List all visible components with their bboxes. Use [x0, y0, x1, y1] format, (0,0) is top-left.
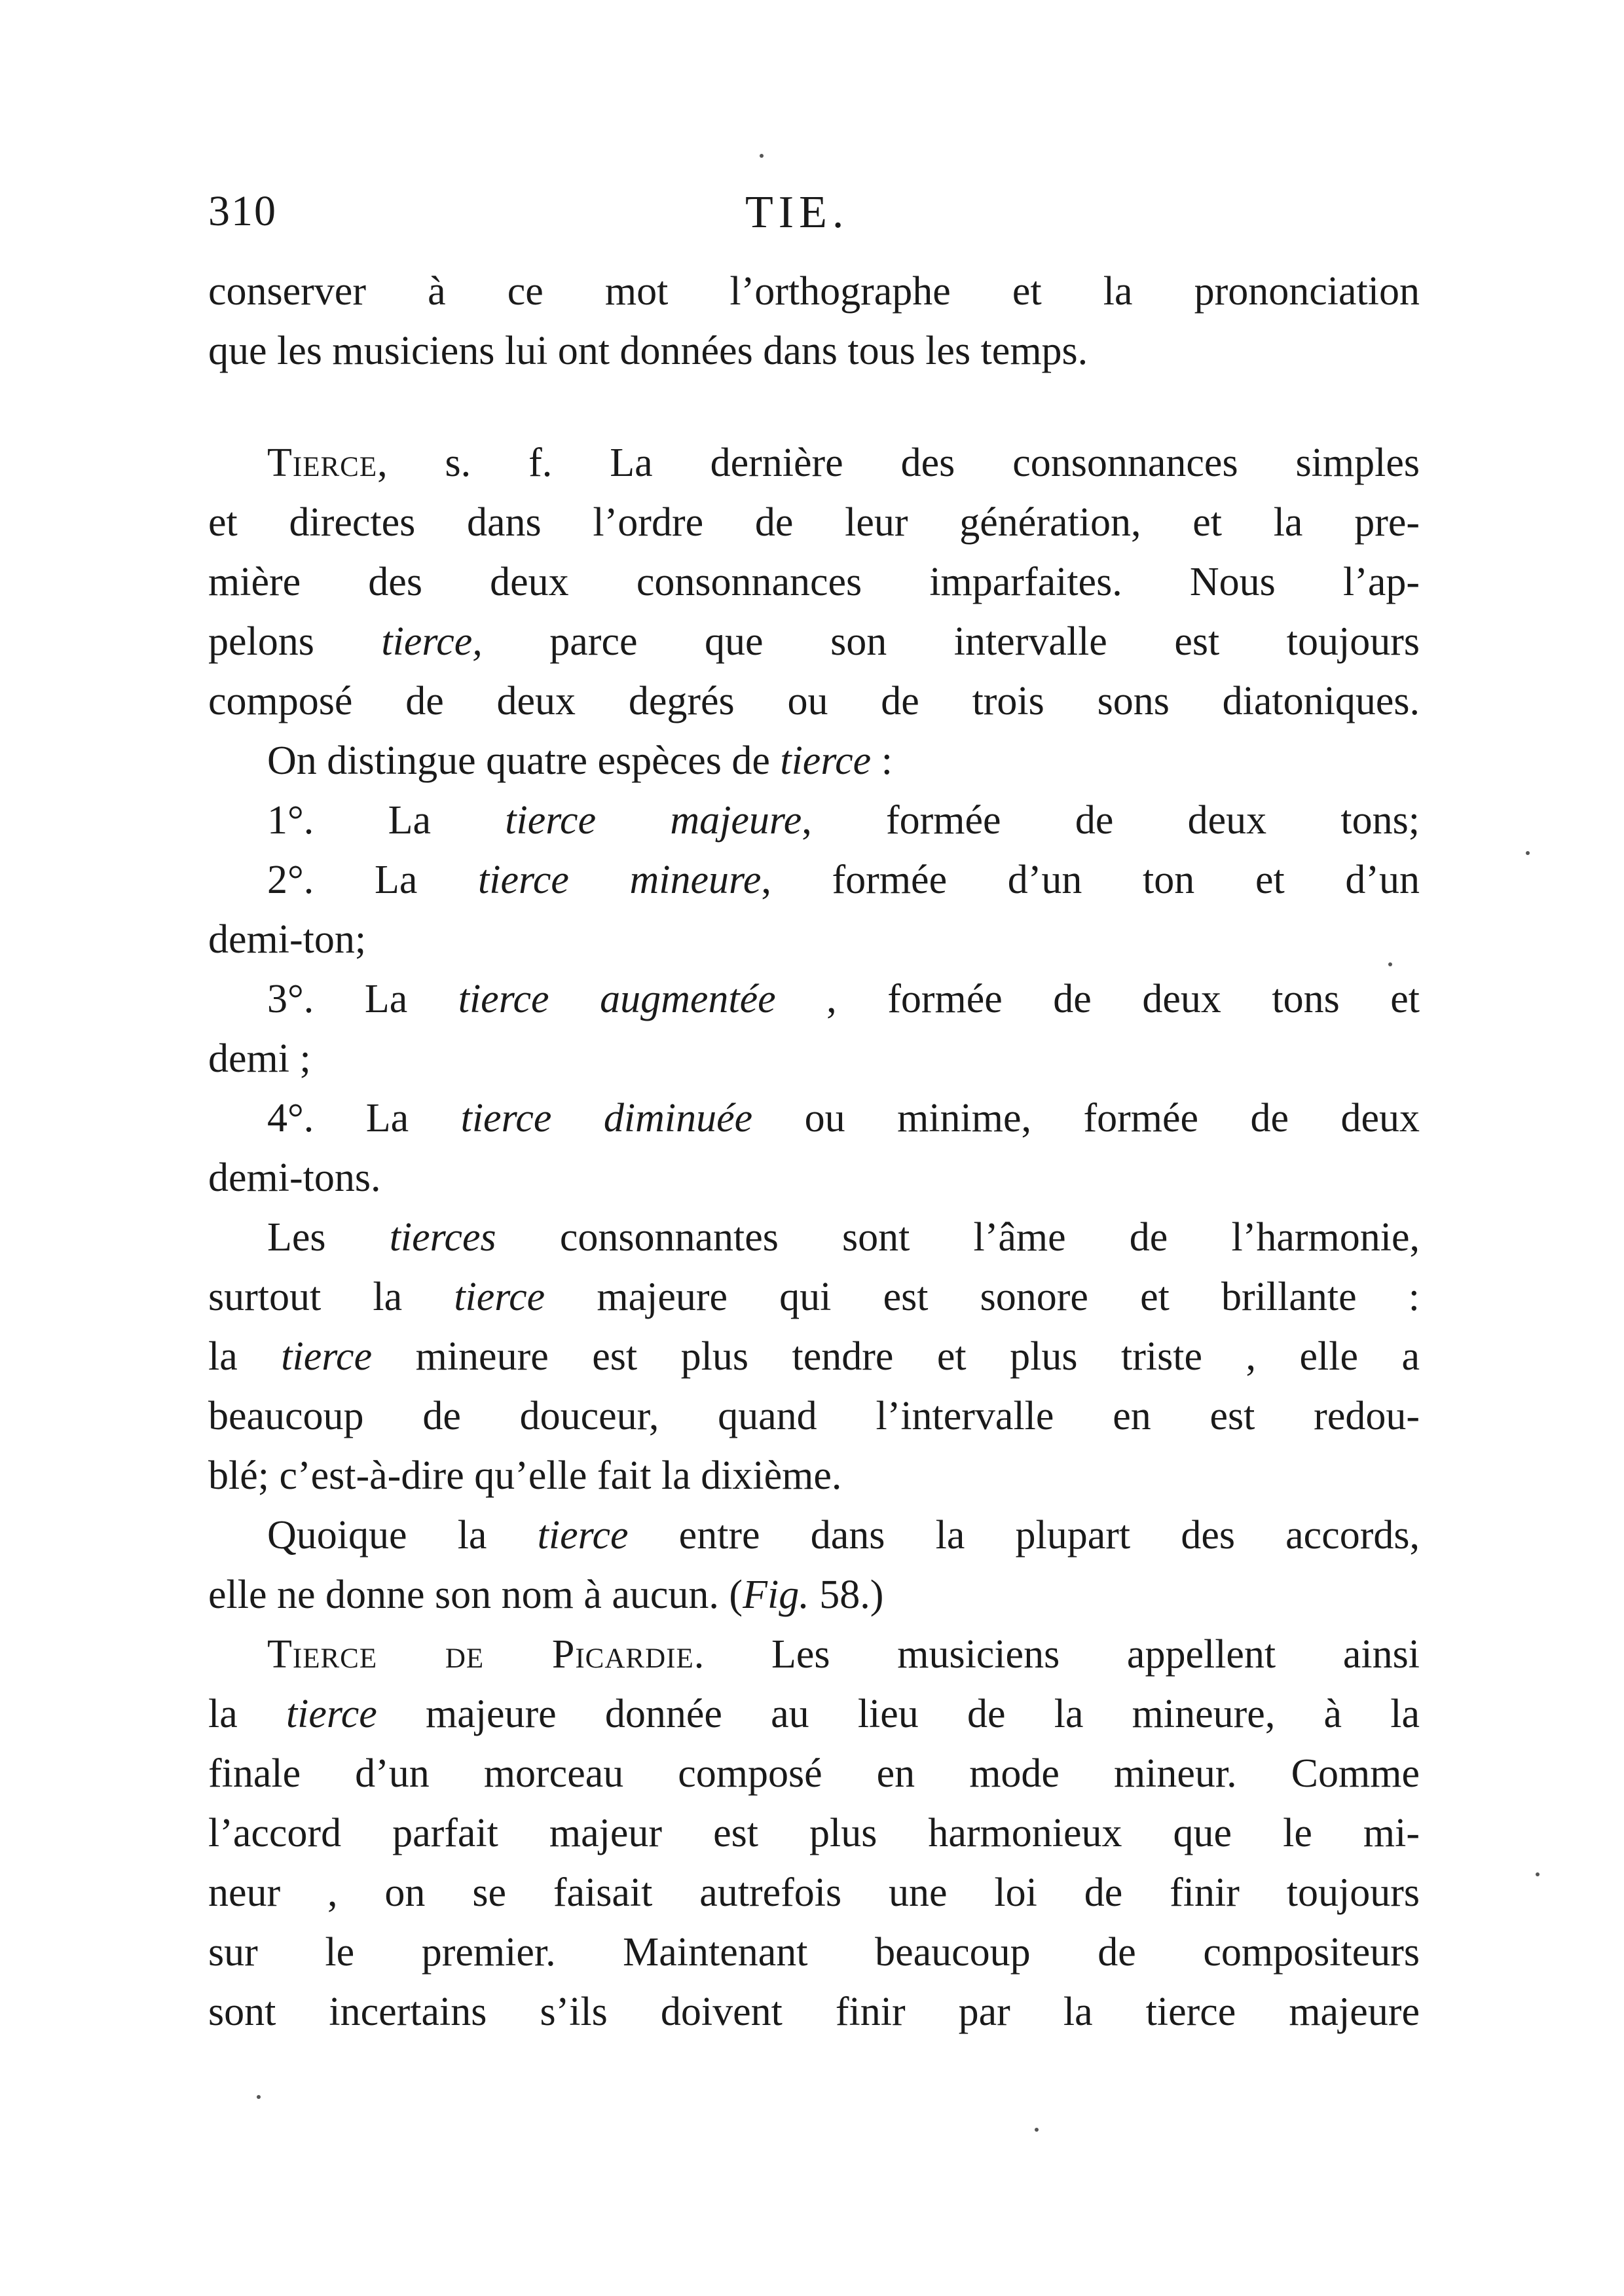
- text-line: composé de deux degrés ou de trois sons diatoniques.: [208, 679, 1420, 723]
- text-line: mière des deux consonnances imparfaites. Nous l’ap-: [208, 560, 1420, 604]
- entry-heading-line: Tierce, s. f. La dernière des consonnances simples: [267, 441, 1420, 485]
- list-item-line: 2°. La tierce mineure, formée d’un ton et d’un: [267, 858, 1420, 902]
- text-line: la tierce majeure donnée au lieu de la mineure, à la: [208, 1692, 1420, 1736]
- text-line: blé; c’est-à-dire qu’elle fait la dixième.: [208, 1453, 842, 1498]
- text-line: sont incertains s’ils doivent finir par la tierce majeure: [208, 1990, 1420, 2034]
- text-line: demi ;: [208, 1036, 311, 1081]
- text-line: surtout la tierce majeure qui est sonore et brillante :: [208, 1275, 1420, 1319]
- text-line: finale d’un morceau composé en mode mineur. Comme: [208, 1751, 1420, 1796]
- paragraph-gap: [208, 381, 1420, 433]
- text-line: Les tierces consonnantes sont l’âme de l’harmonie,: [267, 1215, 1420, 1260]
- body-text: [208, 262, 1420, 2042]
- text-line: l’accord parfait majeur est plus harmonieux que le mi-: [208, 1811, 1420, 1855]
- text-line: la tierce mineure est plus tendre et plus triste , elle a: [208, 1334, 1420, 1379]
- text-line: pelons tierce, parce que son intervalle est toujours: [208, 619, 1420, 664]
- text-line: On distingue quatre espèces de tierce :: [267, 738, 893, 783]
- entry-headword: Tierce: [267, 441, 378, 485]
- text-line: conserver à ce mot l’orthographe et la prononciation: [208, 269, 1420, 314]
- list-item-line: 4°. La tierce diminuée ou minime, formée de deux: [267, 1096, 1420, 1140]
- running-head: TIE.: [745, 187, 849, 238]
- text-line: que les musiciens lui ont données dans tous les temps.: [208, 329, 1088, 373]
- list-item-line: 1°. La tierce majeure, formée de deux tons;: [267, 798, 1420, 843]
- text-line: neur , on se faisait autrefois une loi de finir toujours: [208, 1870, 1420, 1915]
- text-line: et directes dans l’ordre de leur génération, et la pre-: [208, 500, 1420, 545]
- page-number: 310: [208, 187, 277, 235]
- text-line: sur le premier. Maintenant beaucoup de compositeurs: [208, 1930, 1420, 1975]
- page-header: [208, 187, 1420, 246]
- ink-speck: [1035, 2128, 1039, 2132]
- text-line: elle ne donne son nom à aucun. (Fig. 58.): [208, 1573, 884, 1617]
- entry-headword: Tierce de Picardie: [267, 1632, 694, 1677]
- ink-speck: [1536, 1872, 1540, 1876]
- ink-speck: [1388, 962, 1392, 966]
- list-item-line: 3°. La tierce augmentée , formée de deux tons et: [267, 977, 1420, 1021]
- entry-heading-line: Tierce de Picardie. Les musiciens appellent ainsi: [267, 1632, 1420, 1677]
- figure-reference: Fig.: [743, 1573, 809, 1617]
- text-line: Quoique la tierce entre dans la plupart des accords,: [267, 1513, 1420, 1558]
- ink-speck: [1526, 851, 1530, 855]
- text-line: demi-ton;: [208, 917, 367, 962]
- ink-speck: [760, 154, 764, 158]
- text-line: demi-tons.: [208, 1156, 381, 1200]
- text-line: beaucoup de douceur, quand l’intervalle en est redou-: [208, 1394, 1420, 1438]
- ink-speck: [257, 2095, 261, 2099]
